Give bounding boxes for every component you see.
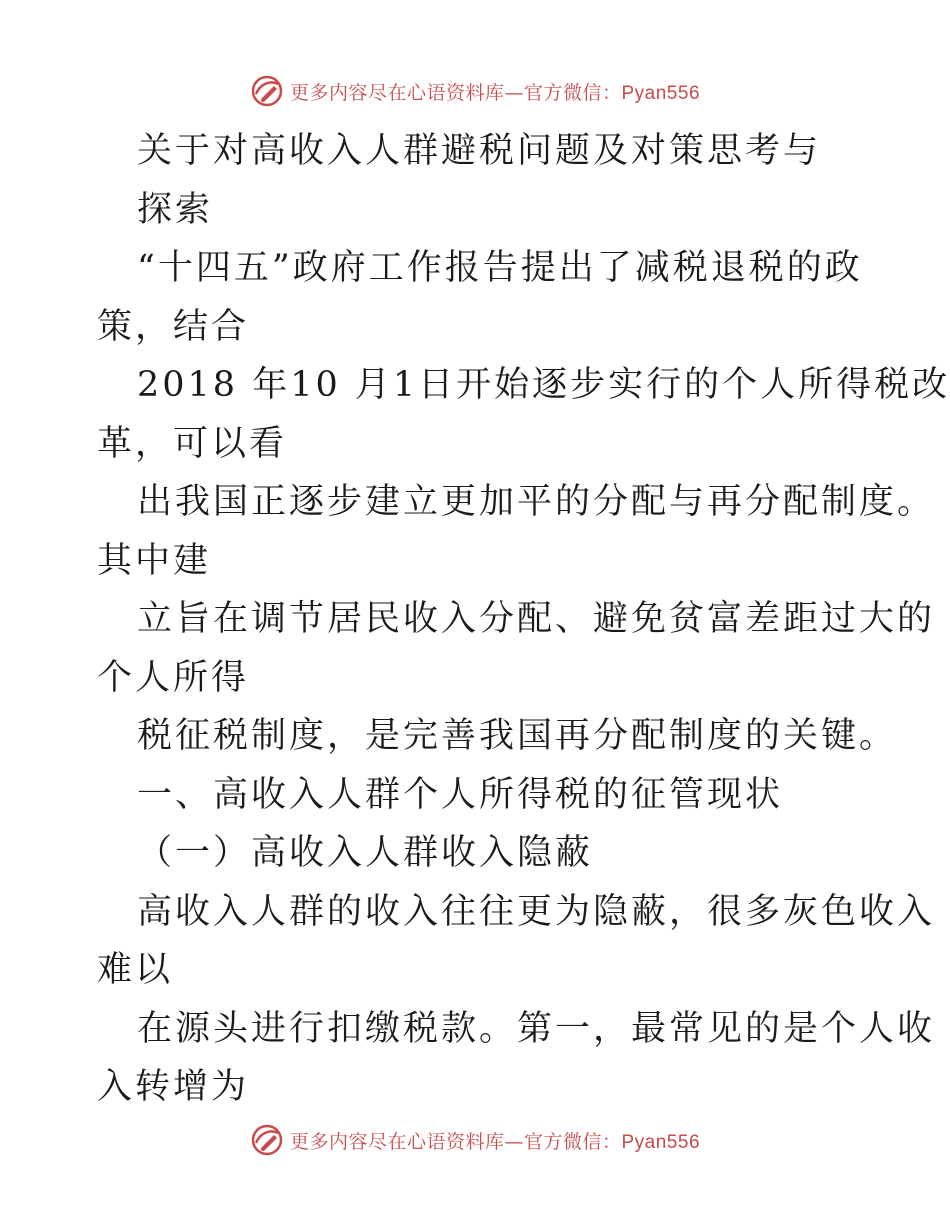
banner-text: 更多内容尽在心语资料库—官方微信：Pyan556 <box>289 81 701 104</box>
text-line: 立旨在调节居民收入分配、避免贫富差距过大的 <box>137 599 936 639</box>
wechat-id: Pyan556 <box>621 82 701 104</box>
footer-watermark-banner <box>0 1122 950 1158</box>
header-watermark-banner <box>0 73 950 109</box>
text-line: 其中建 <box>97 540 212 581</box>
text-line: 2018 年10 月1日开始逐步实行的个人所得税改 <box>137 365 950 405</box>
banner-text: 更多内容尽在心语资料库—官方微信：Pyan556 <box>289 1130 701 1153</box>
text-line: 在源头进行扣缴税款。第一，最常见的是个人收 <box>137 1008 936 1049</box>
text-line: （一）高收入人群收入隐蔽 <box>137 833 594 873</box>
text-line: 出我国正逐步建立更加平的分配与再分配制度。 <box>137 482 936 522</box>
text-line: 革，可以看 <box>97 423 288 464</box>
text-line: 高收入人群的收入往往更为隐蔽，很多灰色收入 <box>137 891 936 932</box>
text-line: 难以 <box>97 950 174 990</box>
text-line: 一、高收入人群个人所得税的征管现状 <box>137 774 784 815</box>
text-line: 入转增为 <box>97 1067 250 1107</box>
pen-seal-logo-icon <box>250 1123 284 1157</box>
pen-seal-logo-icon <box>250 74 284 108</box>
document-body <box>97 122 950 1117</box>
text-line: 税征税制度，是完善我国再分配制度的关键。 <box>137 716 898 756</box>
wechat-id: Pyan556 <box>621 1131 701 1153</box>
text-line: “十四五”政府工作报告提出了减税退税的政 <box>137 248 863 288</box>
text-line: 策，结合 <box>97 306 250 347</box>
text-line: 个人所得 <box>97 657 250 698</box>
text-line: 关于对高收入人群避税问题及对策思考与 <box>137 131 822 171</box>
text-line: 探索 <box>137 189 214 230</box>
